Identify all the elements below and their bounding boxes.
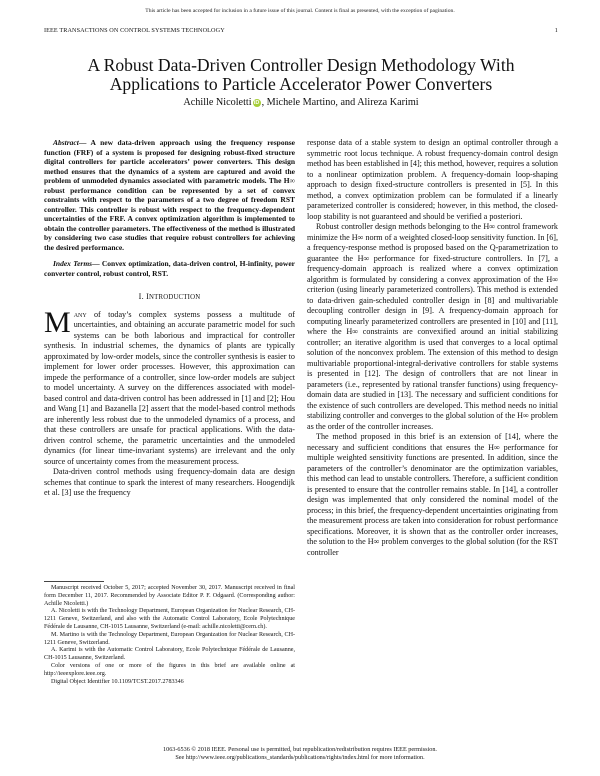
abstract	[44, 138, 295, 252]
first-author: Achille Nicoletti	[183, 97, 252, 108]
index-terms	[44, 259, 295, 278]
intro-text-1: of today’s complex systems possess a multitude of uncertainties, and obtaining an accurate parametric model for such systems can be both laborious and impractical for controller synthesis. In industrial schemes, the dynamics of plants are typically approximated by low-order models, since the controller synthesis is easier to implement for lower order processes. However, this approximation can impede the performance of a controller, since low-order models are subject to model uncertainty. A survey on the differences associated with model-based control and data-driven control has been addressed in [1] and [2]; Hou and Wang [1] and Bazanella [2] assert that the model-based control methods are inherently less robust due to the unmodeled dynamics of a process, and that these controllers are unsafe for practical applications. With the data-driven control scheme, the parametric uncertainties and the unmodeled dynamics (for linear time-invariant systems) are irrelevant and the only source of uncertainty comes from the measurement process.	[44, 309, 295, 466]
footnotes	[44, 585, 295, 686]
footnote-author-3: A. Karimi is with the Automatic Control Laboratory, Ecole Polytechnique Fédérale de Lausanne, CH-1015 Lausanne, Switzerland.	[44, 647, 295, 662]
orcid-icon[interactable]: iD	[253, 100, 260, 106]
copyright-notice	[0, 746, 600, 762]
other-authors: , Michele Martino, and Alireza Karimi	[261, 97, 419, 108]
journal-name: IEEE TRANSACTIONS ON CONTROL SYSTEMS TECHNOLOGY	[44, 27, 225, 34]
intro-first-word: any	[73, 309, 87, 319]
footnote-color: Color versions of one or more of the figures in this brief are available online at http://ieeexplore.ieee.org.	[44, 662, 295, 677]
right-paragraph-1: response data of a stable system to design an optimal controller through a symmetric root locus technique. A robust frequency-domain control design method has been established in [4]; this method, however, requires a solution to a nonlinear optimization problem. A frequency-domain loop-shaping approach to design fixed-structure controllers is presented in [5]. In this method, a convex optimization problem can be formulated if a linearly parameterized controller is considered; however, in this method, the closed-loop stability is not guaranteed and should be verified a posteriori.	[307, 138, 558, 221]
left-column	[44, 138, 295, 499]
index-terms-lead: Index Terms	[53, 259, 93, 268]
drop-cap: M	[44, 305, 71, 339]
intro-paragraph-2: Data-driven control methods using frequency-domain data are design schemes that continue to spark the interest of many researchers. Hoogendijk et al. [3] use the frequency	[44, 467, 295, 497]
footnote-author-2: M. Martino is with the Technology Department, European Organization for Nuclear Research, CH-1211 Geneve, Switzerland.	[44, 631, 295, 646]
index-terms-text: — Convex optimization, data-driven control, H-infinity, power converter control, robust control, RST.	[44, 259, 296, 278]
section-title-initial: I	[146, 292, 150, 301]
abstract-lead: Abstract	[53, 138, 79, 147]
abstract-text: — A new data-driven approach using the frequency response function (FRF) of a system is proposed for designing robust-fixed structure digital controllers for particle accelerators’ power converters. This design method ensures that the dynamics of a system are captured and avoid the problem of unmodeled dynamics associated with parametric models. The H∞ robust performance condition can be represented by a set of convex constraints with respect to the parameters of a two degree of freedom RST controller. This controller is robust with respect to the frequency-dependent uncertainties of the FRF. A convex optimization algorithm is implemented to obtain the controller parameters. The effectiveness of the method is illustrated by considering two case studies that require robust controllers for achieving the desired performance.	[44, 138, 295, 252]
author-line	[44, 97, 558, 108]
footnote-doi: Digital Object Identifier 10.1109/TCST.2017.2783346	[51, 678, 184, 685]
footnote-rule	[44, 581, 104, 582]
running-header	[44, 27, 558, 34]
section-title-rest: NTRODUCTION	[149, 294, 201, 301]
section-number: I.	[138, 292, 144, 301]
footnote-manuscript: Manuscript received October 5, 2017; accepted November 30, 2017. Manuscript received in final form December 11, 2017. Recommended by Associate Editor P. F. Odgaard. (Corresponding author: Achille Nicoletti.)	[44, 585, 295, 607]
footnote-author-1: A. Nicoletti is with the Technology Department, European Organization for Nuclear Research, CH-1211 Geneve, Switzerland, and also with the Automatic Control Laboratory, Ecole Polytechnique Fédérale de Lausanne, CH-1015 Lausanne, Switzerland (e-mail: achille.nicoletti@cern.ch).	[44, 608, 295, 630]
intro-paragraph-1	[44, 305, 295, 468]
acceptance-notice: This article has been accepted for inclusion in a future issue of this journal. Content is final as presented, with the exception of pagination.	[145, 8, 455, 14]
paper-title: A Robust Data-Driven Controller Design Methodology With Applications to Particle Accelerator Power Converters	[87, 55, 515, 94]
right-paragraph-3: The method proposed in this brief is an extension of [14], where the necessary and sufficient conditions that ensures the H∞ performance for multiple weighted sensitivity functions are presented. In addition, since the parameters of the controller’s denominator are the optimization variables, this method can lead to unstable controllers. Therefore, a sufficient condition is presented to ensure that the controller remains stable. In [14], a controller design was implemented that only considered the nominal model of the process; in this brief, the frequency-dependent uncertainties originating from the measurement process are taken into consideration for robust performance specifications. Moreover, it is shown that as the controller order increases, the solution to the H∞ problem converges to the global solution (for the RST controller	[307, 432, 558, 557]
page-number: 1	[554, 27, 558, 34]
right-paragraph-2: Robust controller design methods belonging to the H∞ control framework minimize the H∞ norm of a weighted closed-loop sensitivity function. In [6], a frequency-response method is proposed based on the Q-parametrization to guarantee the H∞ performance for fixed-structure controllers. In [7], a frequency-domain approach is realized where a convex optimization algorithm is formulated by considering a convex approximation of the H∞ criterion (using linearly parameterized controllers). This method is extended to data-driven gain-scheduled controller design in [8] and multivariable decoupling controller design in [9]. A frequency-domain approach for computing linearly parameterized controllers are presented in [10] and [11], where the H∞ constraints are convexified around an initial stabilizing controller; an iterative algorithm is used that converges to a local optimal solution of the nonconvex problem. The extension of this method to design multivariable proportional-integral-derivative controllers for stable systems is presented in [12]. The design of controllers that are not linear in parameters (i.e., represented by rational transfer functions) using frequency-domain data are studied in [13]. The necessary and sufficient conditions for the existence of such controllers are developed. This method needs no initial stabilizing controller and converges to the global solution of the H∞ problem as the order of the controller increases.	[307, 222, 558, 431]
copyright-line-1: 1063-6536 © 2018 IEEE. Personal use is permitted, but republication/redistribution requires IEEE permission.	[163, 746, 437, 753]
copyright-line-2: See http://www.ieee.org/publications_standards/publications/rights/index.html for more information.	[175, 754, 425, 761]
section-heading-introduction	[44, 292, 295, 304]
right-column	[307, 138, 558, 558]
